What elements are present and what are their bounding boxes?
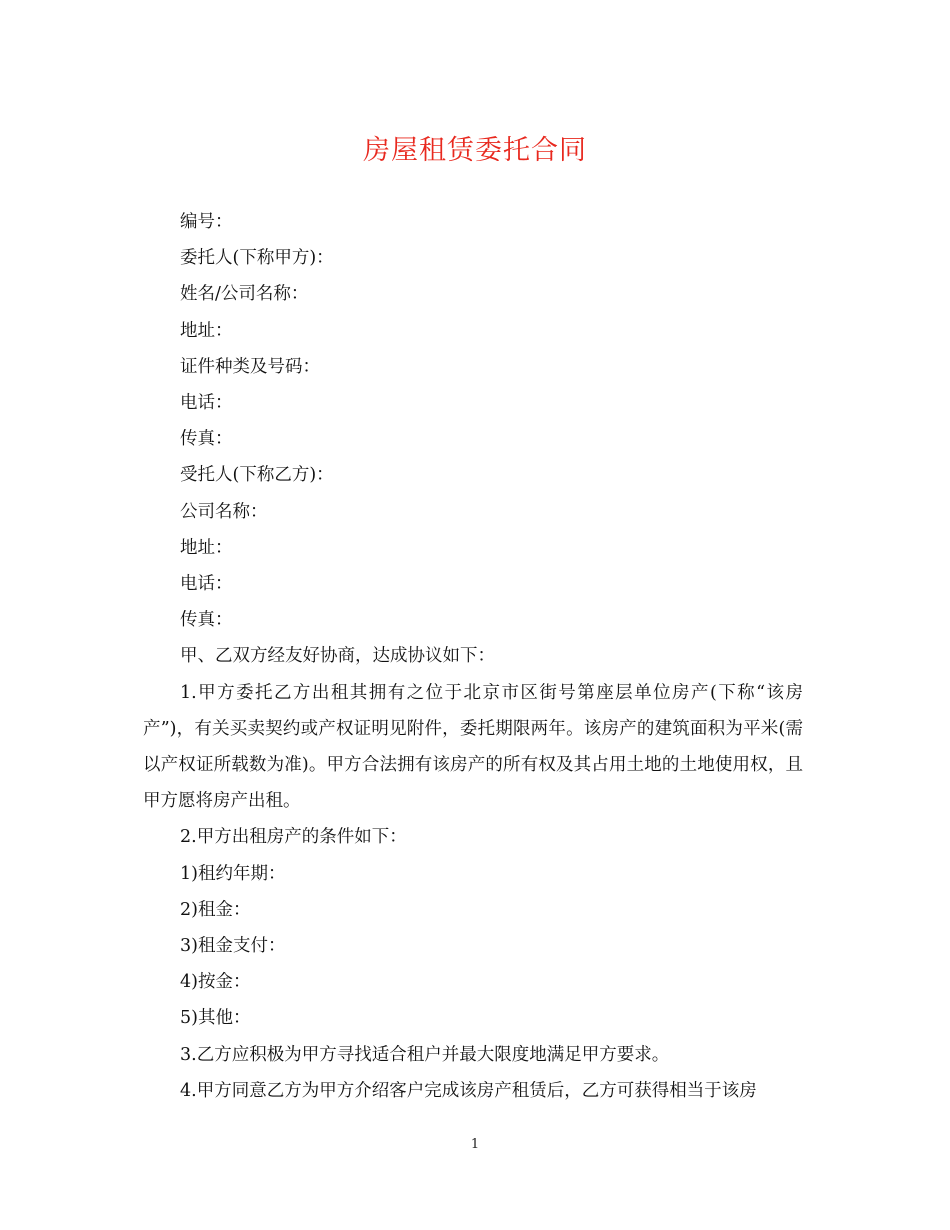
field-principal-name: 姓名/公司名称： (180, 284, 309, 305)
field-agent-heading: 受托人(下称乙方)： (180, 465, 334, 486)
agreement-intro: 甲、乙双方经友好协商，达成协议如下： (180, 646, 495, 667)
field-principal-fax: 传真： (180, 429, 233, 450)
field-agent-fax: 传真： (180, 610, 233, 631)
clause-2-item-deposit: 4)按金： (180, 972, 251, 993)
clause-2-item-rent: 2)租金： (180, 899, 251, 920)
clause-4: 4.甲方同意乙方为甲方介绍客户完成该房产租赁后，乙方可获得相当于该房 (180, 1080, 757, 1101)
page-number: 1 (470, 1137, 480, 1152)
clause-2-item-payment: 3)租金支付： (180, 936, 286, 957)
field-principal-address: 地址： (180, 320, 233, 341)
clause-2-heading: 2.甲方出租房产的条件如下： (180, 827, 407, 848)
clause-3: 3.乙方应积极为甲方寻找适合租户并最大限度地满足甲方要求。 (180, 1044, 670, 1065)
field-principal-phone: 电话： (180, 393, 233, 414)
field-serial-number: 编号： (180, 212, 233, 232)
document-body (143, 204, 803, 1109)
field-principal-heading: 委托人(下称甲方)： (180, 248, 334, 269)
document-title: 房屋租赁委托合同 (363, 135, 587, 166)
clause-2-item-term: 1)租约年期： (180, 863, 286, 884)
field-agent-company: 公司名称： (180, 501, 268, 522)
clause-1: 1.甲方委托乙方出租其拥有之位于北京市区街号第座层单位房产(下称“该房产”)，有关买卖契约或产权证明见附件，委托期限两年。该房产的建筑面积为平米(需以产权证所载数为准)。甲方合法拥有该房产的所有权及其占用土地的土地使用权，且甲方愿将房产出租。 (143, 682, 803, 812)
field-agent-phone: 电话： (180, 574, 233, 595)
field-principal-id: 证件种类及号码： (180, 356, 320, 377)
clause-2-item-other: 5)其他： (180, 1008, 251, 1029)
field-agent-address: 地址： (180, 537, 233, 558)
